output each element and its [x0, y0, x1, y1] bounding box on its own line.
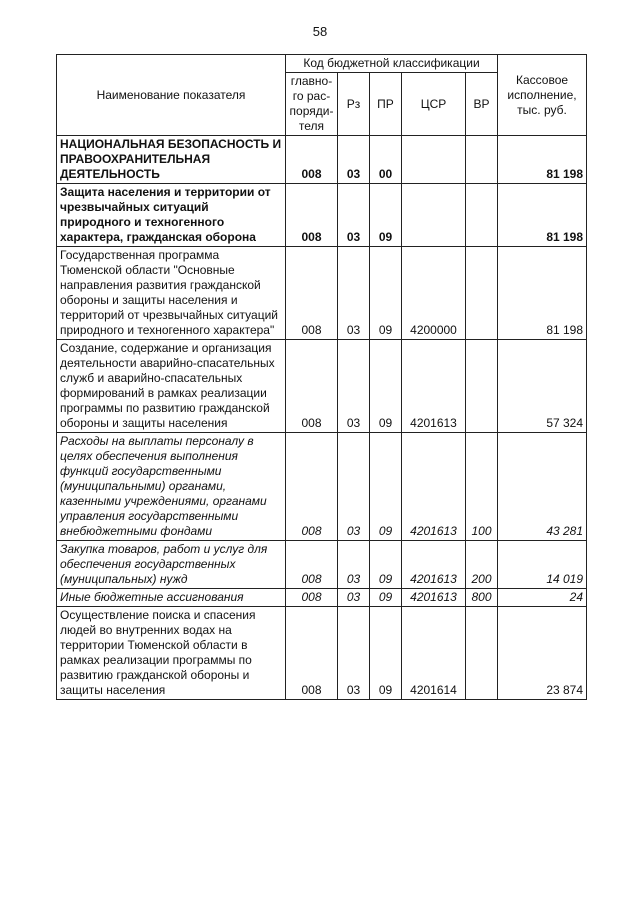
- table-row: [57, 184, 587, 247]
- row-amount: 23 874: [498, 607, 587, 700]
- row-name: Закупка товаров, работ и услуг для обеспечения государственных (муниципальных) нужд: [57, 541, 286, 589]
- row-pr: 09: [370, 340, 402, 433]
- row-csr: 4201613: [402, 340, 466, 433]
- row-vr: [466, 247, 498, 340]
- table-row: [57, 589, 587, 607]
- row-rz: 03: [338, 247, 370, 340]
- row-csr: 4201613: [402, 433, 466, 541]
- row-rz: 03: [338, 184, 370, 247]
- row-rz: 03: [338, 340, 370, 433]
- row-amount: 43 281: [498, 433, 587, 541]
- header-name: Наименование показателя: [57, 55, 286, 136]
- row-pr: 09: [370, 541, 402, 589]
- row-pr: 00: [370, 136, 402, 184]
- table-row: [57, 541, 587, 589]
- row-amount: 57 324: [498, 340, 587, 433]
- row-name: Расходы на выплаты персоналу в целях обеспечения выполнения функций государственными (муниципальными) органами, казенными учреждениями, органами управления государственными внебюджетными фондами: [57, 433, 286, 541]
- row-vr: [466, 340, 498, 433]
- row-csr: [402, 136, 466, 184]
- table-row: [57, 340, 587, 433]
- row-csr: 4201613: [402, 541, 466, 589]
- row-pr: 09: [370, 589, 402, 607]
- row-csr: 4201614: [402, 607, 466, 700]
- header-vr: ВР: [466, 73, 498, 136]
- row-name: Создание, содержание и организация деятельности аварийно-спасательных служб и аварийно-спасательных формирований в рамках реализации программы по развитию гражданской обороны и защиты населения: [57, 340, 286, 433]
- row-vr: [466, 607, 498, 700]
- row-amount: 81 198: [498, 136, 587, 184]
- header-glav: главно-го рас-поряди-теля: [286, 73, 338, 136]
- table-row: [57, 136, 587, 184]
- row-glav: 008: [286, 607, 338, 700]
- row-vr: 200: [466, 541, 498, 589]
- row-pr: 09: [370, 247, 402, 340]
- row-name: Иные бюджетные ассигнования: [57, 589, 286, 607]
- header-amount: Кассовое исполнение, тыс. руб.: [498, 55, 587, 136]
- row-name: Защита населения и территории от чрезвычайных ситуаций природного и техногенного характера, гражданская оборона: [57, 184, 286, 247]
- row-glav: 008: [286, 433, 338, 541]
- row-name: Государственная программа Тюменской области "Основные направления развития гражданской обороны и защиты населения и территорий от чрезвычайных ситуаций природного и техногенного характера": [57, 247, 286, 340]
- row-glav: 008: [286, 541, 338, 589]
- row-pr: 09: [370, 184, 402, 247]
- row-rz: 03: [338, 136, 370, 184]
- row-rz: 03: [338, 541, 370, 589]
- header-csr: ЦСР: [402, 73, 466, 136]
- row-rz: 03: [338, 589, 370, 607]
- table-row: [57, 247, 587, 340]
- row-amount: 24: [498, 589, 587, 607]
- budget-table: [56, 54, 587, 700]
- row-amount: 14 019: [498, 541, 587, 589]
- row-glav: 008: [286, 184, 338, 247]
- row-glav: 008: [286, 136, 338, 184]
- row-glav: 008: [286, 589, 338, 607]
- row-vr: [466, 184, 498, 247]
- row-pr: 09: [370, 433, 402, 541]
- row-rz: 03: [338, 433, 370, 541]
- header-pr: ПР: [370, 73, 402, 136]
- page-number: 58: [312, 24, 328, 39]
- row-amount: 81 198: [498, 247, 587, 340]
- row-amount: 81 198: [498, 184, 587, 247]
- header-classification-code: Код бюджетной классификации: [286, 55, 498, 73]
- header-rz: Рз: [338, 73, 370, 136]
- row-vr: [466, 136, 498, 184]
- row-vr: 800: [466, 589, 498, 607]
- table-row: [57, 433, 587, 541]
- row-glav: 008: [286, 340, 338, 433]
- table-row: [57, 607, 587, 700]
- row-glav: 008: [286, 247, 338, 340]
- row-name: НАЦИОНАЛЬНАЯ БЕЗОПАСНОСТЬ И ПРАВООХРАНИТЕЛЬНАЯ ДЕЯТЕЛЬНОСТЬ: [57, 136, 286, 184]
- row-csr: [402, 184, 466, 247]
- row-csr: 4200000: [402, 247, 466, 340]
- row-rz: 03: [338, 607, 370, 700]
- row-vr: 100: [466, 433, 498, 541]
- row-name: Осуществление поиска и спасения людей во внутренних водах на территории Тюменской области в рамках реализации программы по развитию гражданской обороны и защиты населения: [57, 607, 286, 700]
- row-pr: 09: [370, 607, 402, 700]
- row-csr: 4201613: [402, 589, 466, 607]
